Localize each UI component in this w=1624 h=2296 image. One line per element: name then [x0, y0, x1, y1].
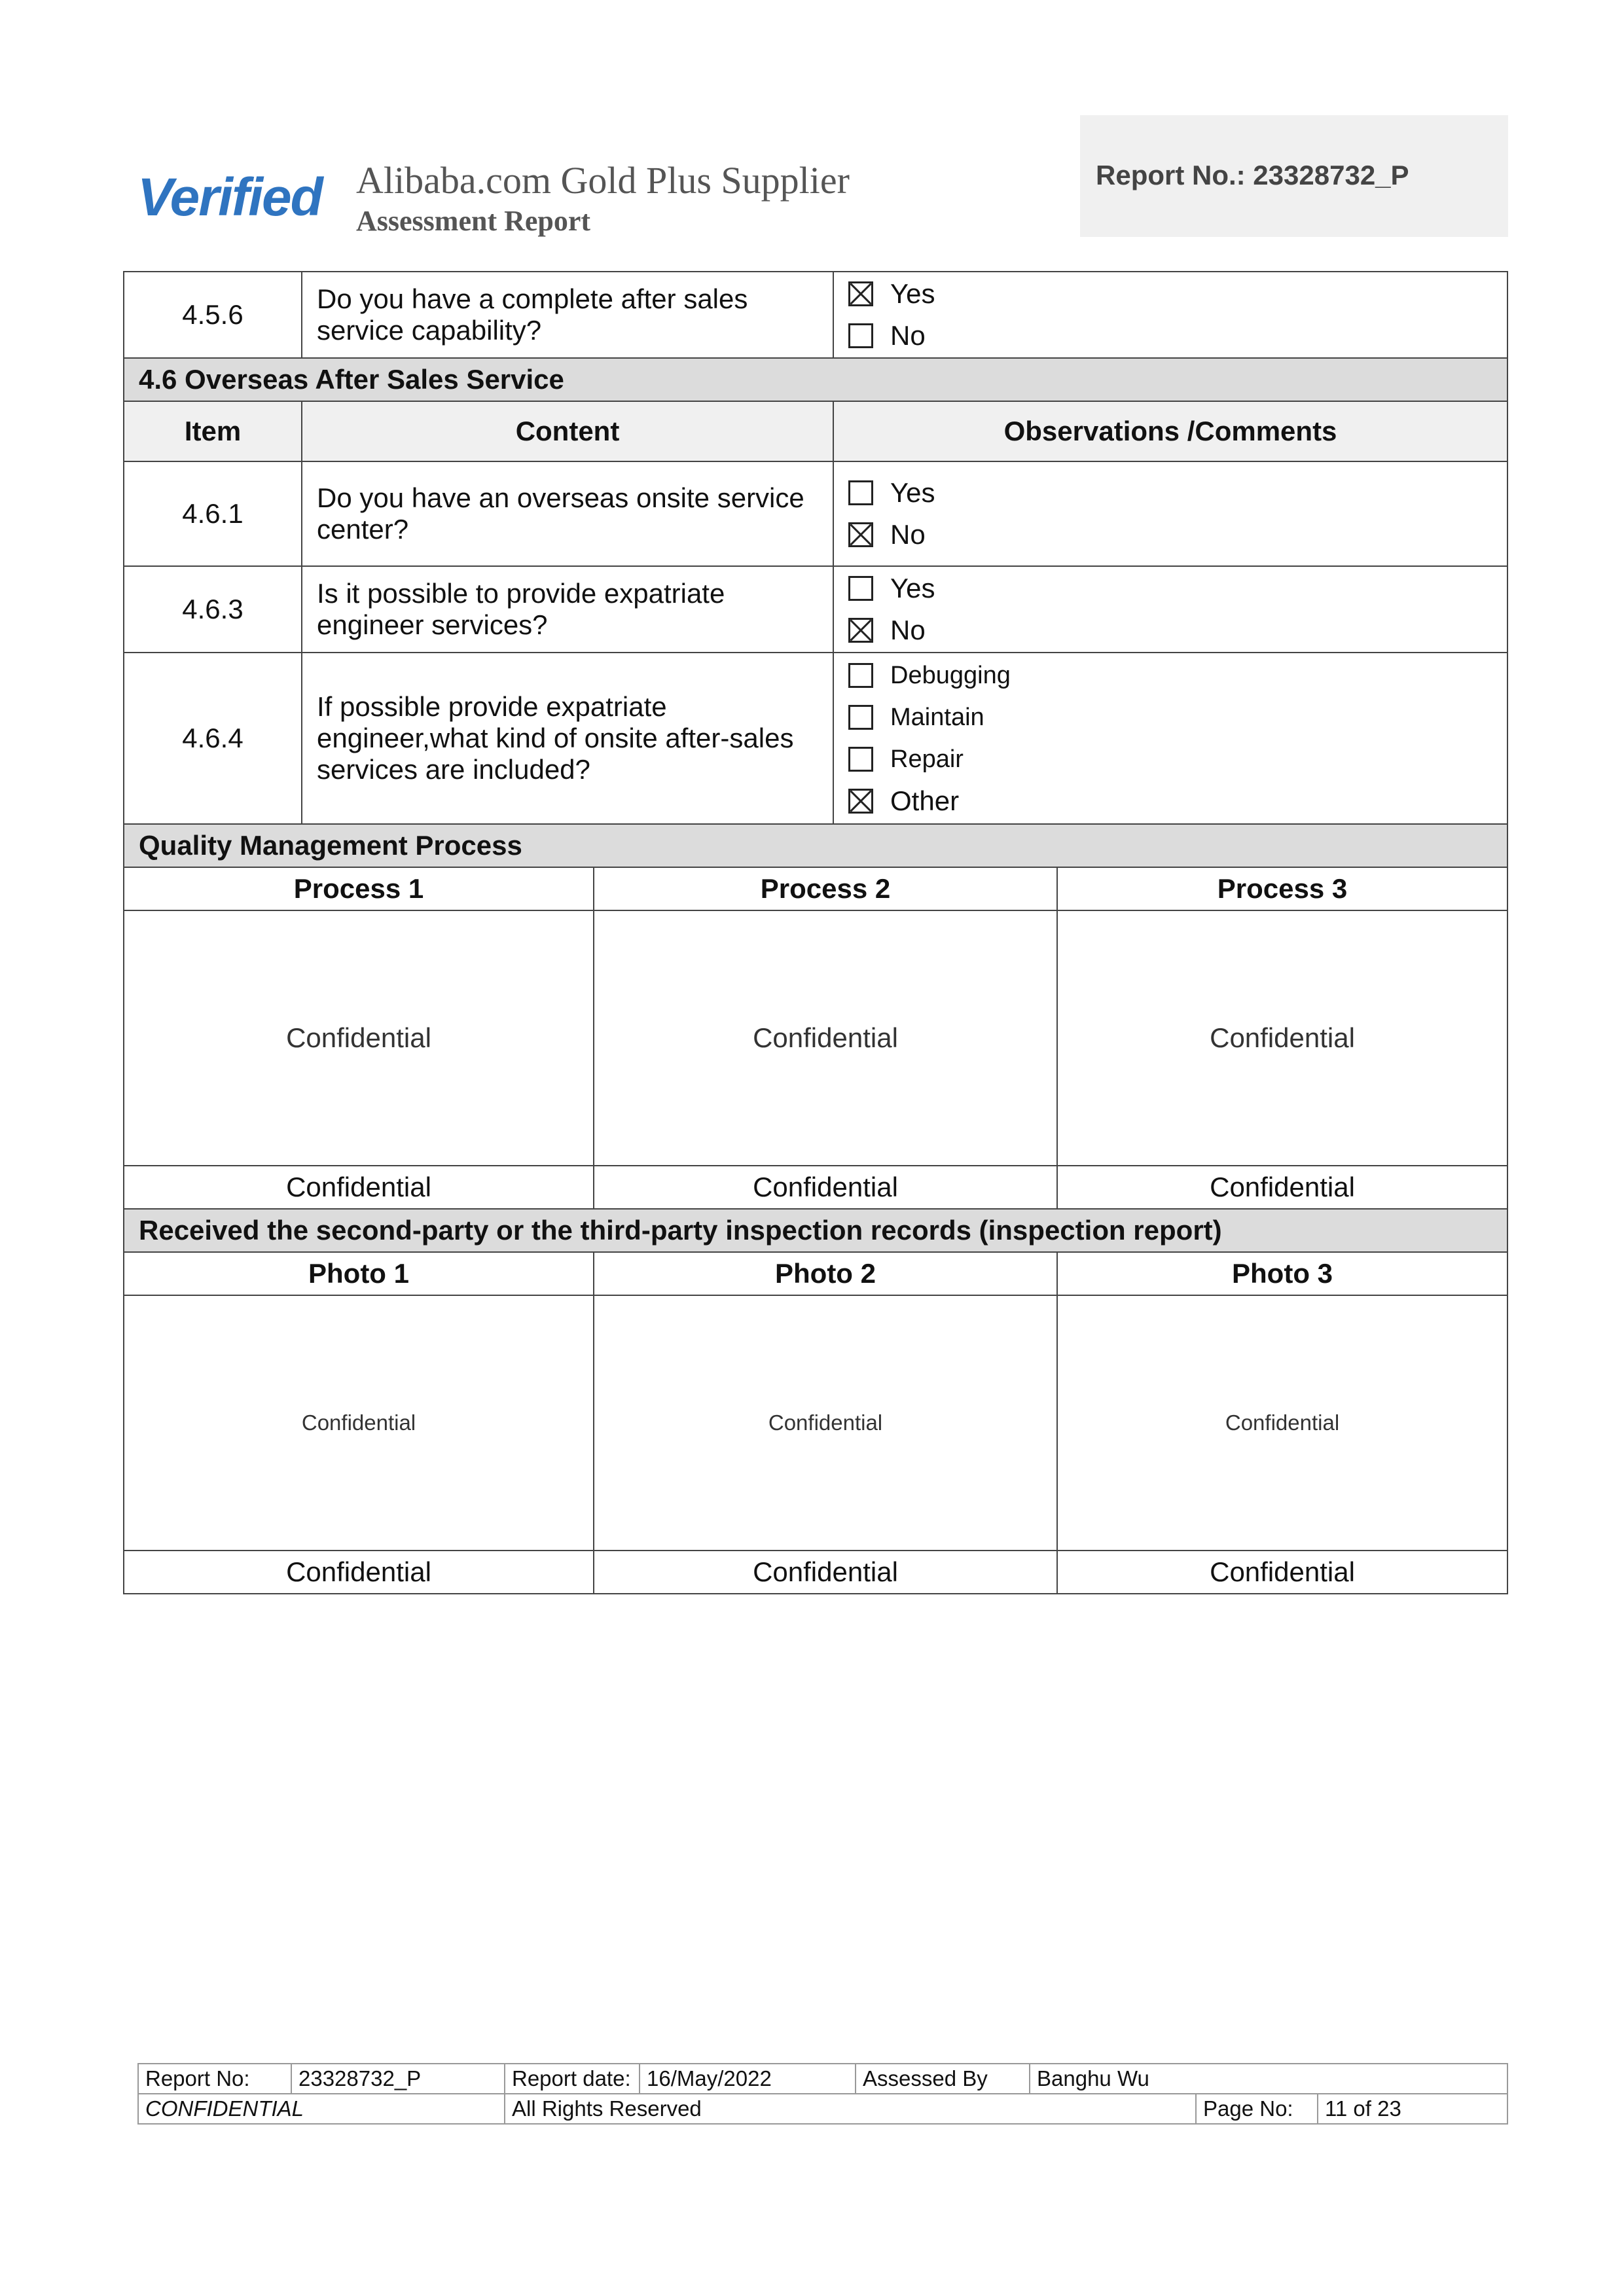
checkbox-empty-icon[interactable]: [848, 576, 873, 601]
option-label: Other: [890, 785, 960, 816]
option-yes[interactable]: [834, 567, 1507, 609]
option-label: Yes: [890, 278, 935, 309]
checkbox-empty-icon[interactable]: [848, 705, 873, 730]
option-label: No: [890, 615, 926, 645]
process-header: Process 2: [594, 867, 1057, 910]
options-cell: [833, 272, 1507, 358]
option-debugging[interactable]: [834, 655, 1507, 696]
photo-image: Confidential: [594, 1295, 1057, 1551]
option-label: Debugging: [890, 661, 1011, 689]
table-row: [124, 653, 1507, 824]
process-caption: Confidential: [124, 1166, 594, 1209]
options-cell: [833, 566, 1507, 653]
checkbox-checked-icon[interactable]: [848, 281, 873, 306]
photo-image: Confidential: [124, 1295, 594, 1551]
option-no[interactable]: [834, 315, 1507, 357]
item-number: 4.5.6: [124, 272, 302, 358]
table-row: [124, 461, 1507, 566]
photo-caption: Confidential: [594, 1551, 1057, 1594]
option-label: Maintain: [890, 703, 984, 731]
table-row: [124, 272, 1507, 358]
checkbox-empty-icon[interactable]: [848, 480, 873, 505]
option-label: No: [890, 519, 926, 550]
process-header: Process 3: [1057, 867, 1507, 910]
column-header-content: Content: [302, 401, 833, 461]
photo-header: Photo 3: [1057, 1252, 1507, 1295]
option-repair[interactable]: [834, 738, 1507, 780]
brand-subtitle: Assessment Report: [356, 205, 591, 237]
option-label: Yes: [890, 573, 935, 603]
footer-report-date: 16/May/2022: [640, 2064, 856, 2094]
footer-rights: All Rights Reserved: [505, 2094, 1196, 2124]
process-image: Confidential: [594, 910, 1057, 1166]
footer-assessed-by-label: Assessed By: [856, 2064, 1030, 2094]
option-no[interactable]: [834, 609, 1507, 651]
process-image: Confidential: [1057, 910, 1507, 1166]
table-row: [124, 566, 1507, 653]
footer-report-no: 23328732_P: [291, 2064, 505, 2094]
checkbox-checked-icon[interactable]: [848, 522, 873, 547]
footer-confidential: CONFIDENTIAL: [138, 2094, 505, 2124]
section-title: Quality Management Process: [124, 824, 1507, 867]
footer-page-no: 11 of 23: [1318, 2094, 1507, 2124]
page-footer: [137, 2063, 1508, 2125]
checkbox-checked-icon[interactable]: [848, 618, 873, 643]
item-number: 4.6.3: [124, 566, 302, 653]
checkbox-empty-icon[interactable]: [848, 747, 873, 772]
option-maintain[interactable]: [834, 696, 1507, 738]
option-label: Repair: [890, 745, 964, 773]
photo-caption: Confidential: [1057, 1551, 1507, 1594]
option-yes[interactable]: [834, 273, 1507, 315]
assessment-table: [123, 271, 1508, 1594]
photo-header: Photo 1: [124, 1252, 594, 1295]
option-label: Yes: [890, 477, 935, 508]
question-text: Do you have an overseas onsite service center?: [302, 461, 833, 566]
report-number-box: [1080, 115, 1508, 237]
verified-logo: Verified: [137, 168, 322, 227]
checkbox-empty-icon[interactable]: [848, 663, 873, 688]
column-header-item: Item: [124, 401, 302, 461]
process-caption: Confidential: [594, 1166, 1057, 1209]
process-image: Confidential: [124, 910, 594, 1166]
photo-image: Confidential: [1057, 1295, 1507, 1551]
photo-header: Photo 2: [594, 1252, 1057, 1295]
question-text: Do you have a complete after sales service capability?: [302, 272, 833, 358]
question-text: If possible provide expatriate engineer,what kind of onsite after-sales services are included?: [302, 653, 833, 824]
footer-report-no-label: Report No:: [138, 2064, 291, 2094]
photo-caption: Confidential: [124, 1551, 594, 1594]
footer-report-date-label: Report date:: [505, 2064, 640, 2094]
question-text: Is it possible to provide expatriate engineer services?: [302, 566, 833, 653]
report-number: Report No.: 23328732_P: [1096, 160, 1409, 190]
brand-title: Alibaba.com Gold Plus Supplier: [356, 159, 850, 202]
checkbox-empty-icon[interactable]: [848, 323, 873, 348]
process-header: Process 1: [124, 867, 594, 910]
options-cell: [833, 653, 1507, 824]
option-no[interactable]: [834, 514, 1507, 556]
option-label: No: [890, 320, 926, 351]
item-number: 4.6.1: [124, 461, 302, 566]
option-other[interactable]: [834, 780, 1507, 822]
process-caption: Confidential: [1057, 1166, 1507, 1209]
section-title: Received the second-party or the third-party inspection records (inspection report): [124, 1209, 1507, 1252]
section-title: 4.6 Overseas After Sales Service: [124, 358, 1507, 401]
column-header-observations: Observations /Comments: [833, 401, 1507, 461]
item-number: 4.6.4: [124, 653, 302, 824]
footer-page-no-label: Page No:: [1196, 2094, 1318, 2124]
option-yes[interactable]: [834, 472, 1507, 514]
checkbox-checked-icon[interactable]: [848, 789, 873, 814]
footer-assessed-by: Banghu Wu: [1030, 2064, 1507, 2094]
options-cell: [833, 461, 1507, 566]
